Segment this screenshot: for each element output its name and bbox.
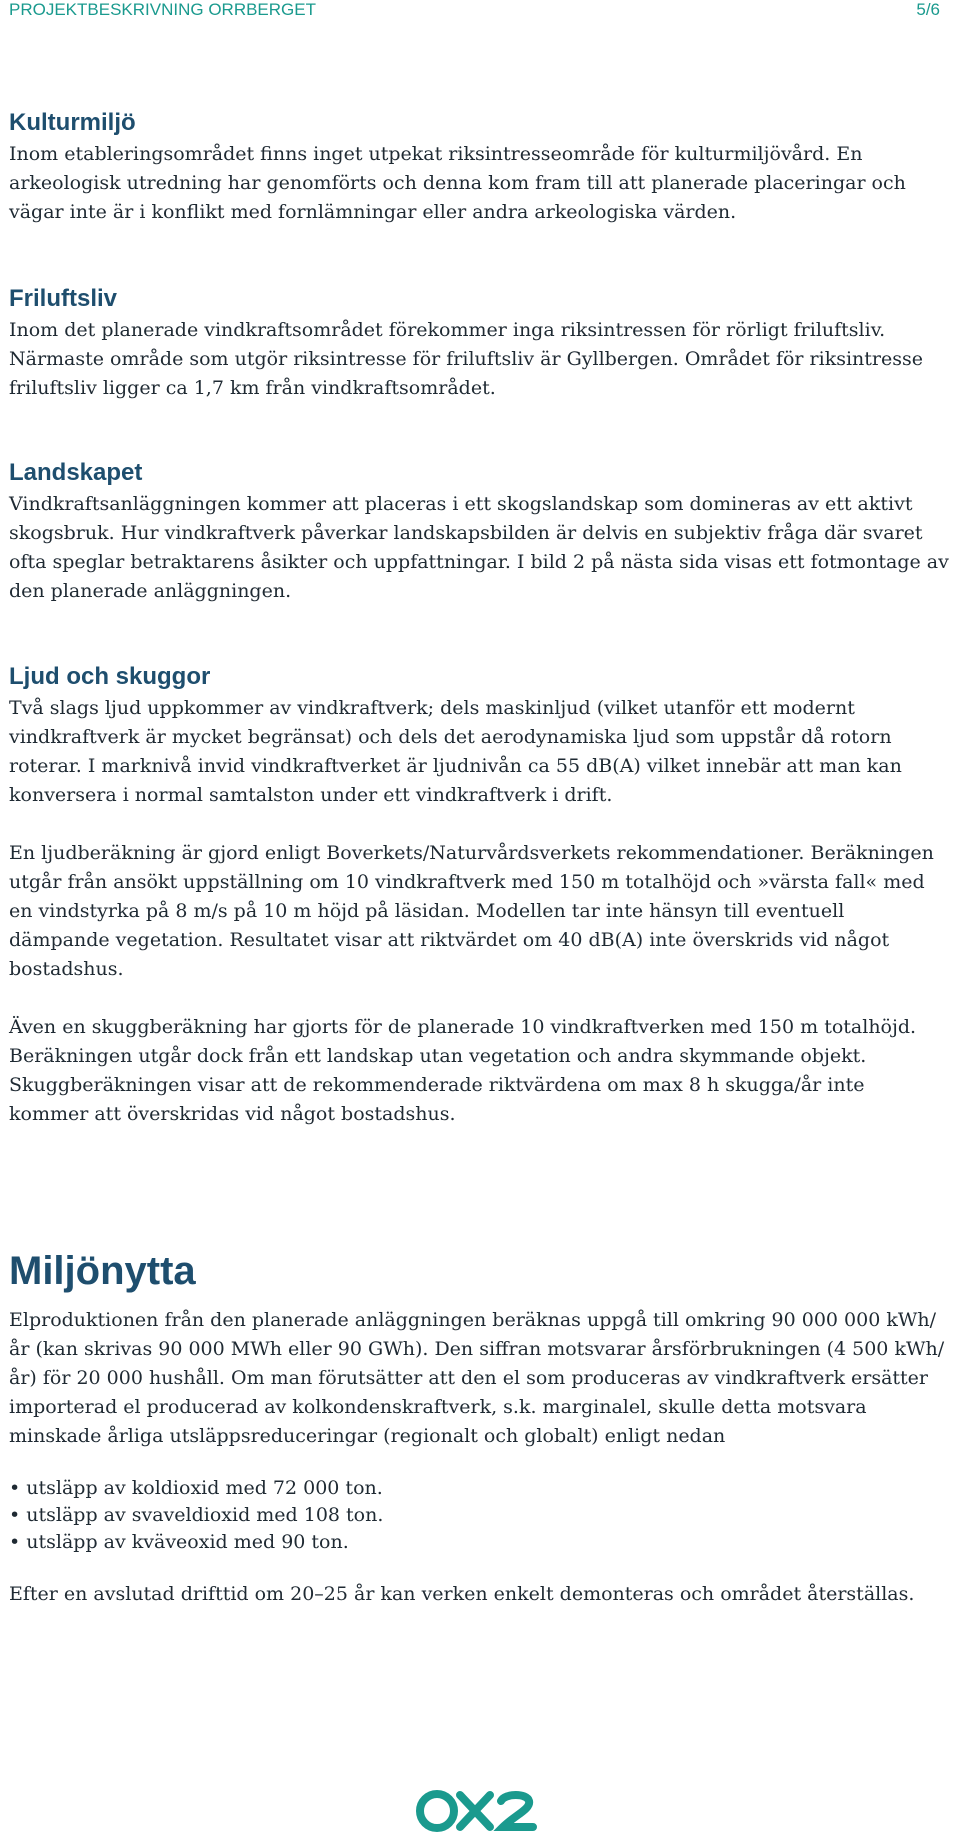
heading-ljud: Ljud och skuggor xyxy=(9,663,211,690)
list-item: • utsläpp av svaveldioxid med 108 ton. xyxy=(9,1502,949,1529)
text-ljud-2: En ljudberäkning är gjord enligt Boverkets/Naturvårdsverkets rekommendationer. Beräkningen utgår från ansökt uppställning om 10 vindkraftverk med 150 m totalhöjd och »värsta fall« med en vindstyrka på 8 m/s på 10 m höjd på läsidan. Modellen tar inte hänsyn till eventuell dämpande vegetation. Resultatet visar att riktvärdet om 40 dB(A) inte överskrids vid något bostadshus. xyxy=(9,842,934,980)
heading-landskapet: Landskapet xyxy=(9,459,143,486)
text-ljud-1: Två slags ljud uppkommer av vindkraftverk; dels maskinljud (vilket utanför ett modernt vindkraftverk är mycket begränsat) och dels det aerodynamiska ljud som uppstår då rotorn roterar. I marknivå invid vindkraftverket är ljudnivån ca 55 dB(A) vilket innebär att man kan konversera i normal samtalston under ett vindkraftverk i drift. xyxy=(9,697,902,806)
section-friluftsliv xyxy=(9,282,949,403)
emission-list xyxy=(9,1475,949,1556)
header-title: PROJEKTBESKRIVNING ORRBERGET xyxy=(9,0,316,19)
heading-miljonytta: Miljönytta xyxy=(9,1249,196,1293)
list-item: • utsläpp av kväveoxid med 90 ton. xyxy=(9,1529,949,1556)
section-landskapet xyxy=(9,456,949,606)
page-header xyxy=(9,0,940,18)
list-item: • utsläpp av koldioxid med 72 000 ton. xyxy=(9,1475,949,1502)
text-friluftsliv: Inom det planerade vindkraftsområdet förekommer inga riksintressen för rörligt friluftsliv. Närmaste område som utgör riksintresse för friluftsliv är Gyllbergen. Området för riksintresse friluftsliv ligger ca 1,7 km från vindkraftsområdet. xyxy=(9,319,923,399)
text-miljonytta-2: Efter en avslutad drifttid om 20–25 år kan verken enkelt demonteras och området återställas. xyxy=(9,1583,915,1605)
text-ljud-3: Även en skuggberäkning har gjorts för de planerade 10 vindkraftverken med 150 m totalhöjd. Beräkningen utgår dock från ett landskap utan vegetation och andra skymmande objekt. Skuggberäkningen visar att de rekommenderade riktvärdena om max 8 h skugga/år inte kommer att överskridas vid något bostadshus. xyxy=(9,1016,917,1125)
text-kulturmiljo: Inom etableringsområdet finns inget utpekat riksintresseområde för kulturmiljövård. En arkeologisk utredning har genomförts och denna kom fram till att planerade placeringar och vägar inte är i konflikt med fornlämningar eller andra arkeologiska värden. xyxy=(9,143,906,223)
section-ljud xyxy=(9,660,949,1129)
heading-friluftsliv: Friluftsliv xyxy=(9,285,118,312)
page-number: 5/6 xyxy=(916,0,940,19)
text-landskapet: Vindkraftsanläggningen kommer att placeras i ett skogslandskap som domineras av ett aktivt skogsbruk. Hur vindkraftverk påverkar landskapsbilden är delvis en subjektiv fråga där svaret ofta speglar betraktarens åsikter och uppfattningar. I bild 2 på nästa sida visas ett fotmontage av den planerade anläggningen. xyxy=(9,493,949,602)
text-miljonytta-1: Elproduktionen från den planerade anläggningen beräknas uppgå till omkring 90 000 000 kWh/år (kan skrivas 90 000 MWh eller 90 GWh). Den siffran motsvarar årsförbrukningen (4 500 kWh/år) för 20 000 hushåll. Om man förutsätter att den el som produceras av vindkraftverk ersätter importerad el producerad av kolkondenskraftverk, s.k. marginalel, skulle detta motsvara minskade årliga utsläppsreduceringar (regionalt och globalt) enligt nedan xyxy=(9,1309,945,1447)
section-kulturmiljo xyxy=(9,106,949,227)
heading-kulturmiljo: Kulturmiljö xyxy=(9,109,136,136)
ox2-logo xyxy=(415,1787,540,1835)
section-miljonytta xyxy=(9,1244,949,1609)
